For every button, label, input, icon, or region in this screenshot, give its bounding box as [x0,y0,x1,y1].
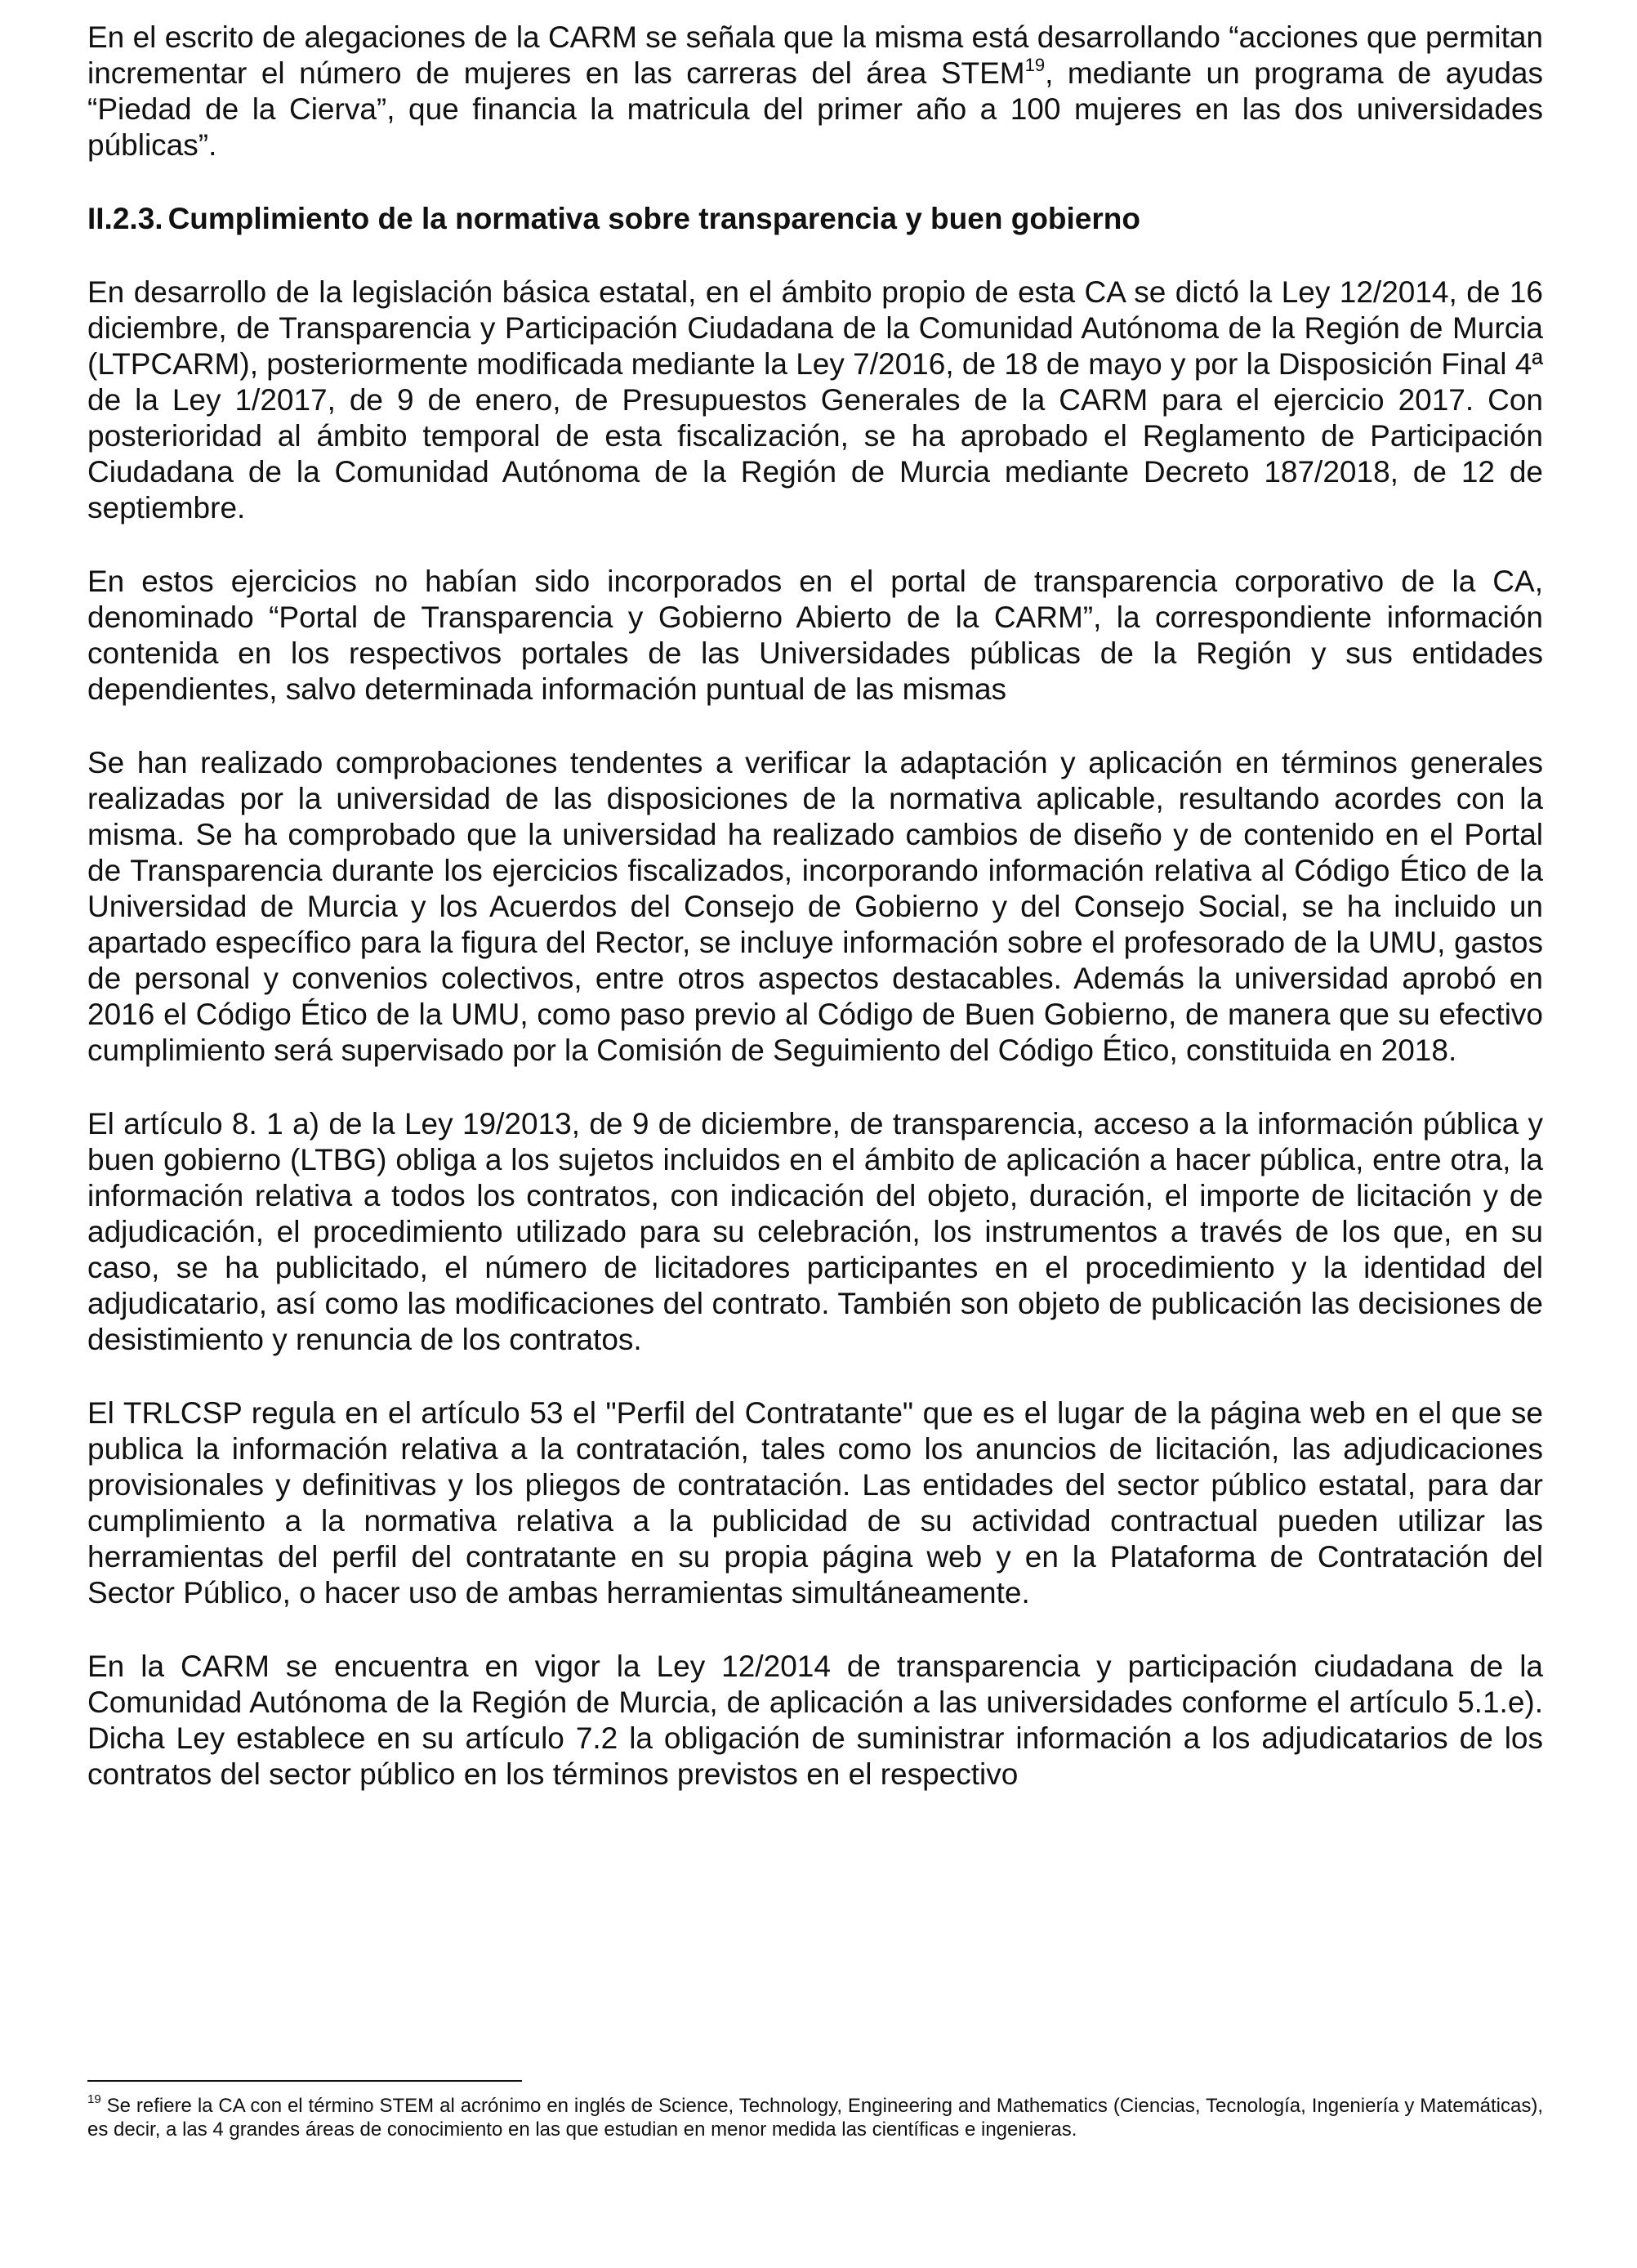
section-heading [87,201,1543,237]
paragraph-text: , mediante un programa de ayudas “Piedad de la Cierva”, que financia la matricula del primer año a 100 mujeres en las dos universidades públicas”. [87,56,1543,162]
paragraph-portal-transparencia: En estos ejercicios no habían sido incorporados en el portal de transparencia corporativo de la CA, denominado “Portal de Transparencia y Gobierno Abierto de la CARM”, la correspondiente información contenida en los respectivos portales de las Universidades públicas de la Región y sus entidades dependientes, salvo determinada información puntual de las mismas [87,565,1543,706]
footnote-separator [87,2080,522,2082]
section-number: II.2.3. [87,202,163,235]
paragraph-articulo-8: El artículo 8. 1 a) de la Ley 19/2013, de 9 de diciembre, de transparencia, acceso a la información pública y buen gobierno (LTBG) obliga a los sujetos incluidos en el ámbito de aplicación a hacer pública, entre otra, la información relativa a todos los contratos, con indicación del objeto, duración, el importe de licitación y de adjudicación, el procedimiento utilizado para su celebración, los instrumentos a través de los que, en su caso, se ha publicitado, el número de licitadores participantes en el procedimiento y la identidad del adjudicatario, así como las modificaciones del contrato. También son objeto de publicación las decisiones de desistimiento y renuncia de los contratos. [87,1107,1543,1356]
document-body [87,20,1543,1830]
footnote-reference[interactable]: 19 [1024,54,1046,75]
paragraph-ley-12-2014: En la CARM se encuentra en vigor la Ley 12/2014 de transparencia y participación ciudadana de la Comunidad Autónoma de la Región de Murcia, de aplicación a las universidades conforme el artículo 5.1.e). Dicha Ley establece en su artículo 7.2 la obligación de suministrar información a los adjudicatarios de los contratos del sector público en los términos previstos en el respectivo [87,1650,1543,1791]
paragraph-legislacion: En desarrollo de la legislación básica estatal, en el ámbito propio de esta CA se dictó la Ley 12/2014, de 16 diciembre, de Transparencia y Participación Ciudadana de la Comunidad Autónoma de la Región de Murcia (LTPCARM), posteriormente modificada mediante la Ley 7/2016, de 18 de mayo y por la Disposición Final 4ª de la Ley 1/2017, de 9 de enero, de Presupuestos Generales de la CARM para el ejercicio 2017. Con posterioridad al ámbito temporal de esta fiscalización, se ha aprobado el Reglamento de Participación Ciudadana de la Comunidad Autónoma de la Región de Murcia mediante Decreto 187/2018, de 12 de septiembre. [87,275,1543,525]
footnote [87,2094,1543,2141]
paragraph-text: En el escrito de alegaciones de la CARM se señala que la misma está desarrollando “acciones que permitan incrementar el número de mujeres en las carreras del área STEM [87,20,1543,90]
paragraph-perfil-contratante: El TRLCSP regula en el artículo 53 el "Perfil del Contratante" que es el lugar de la página web en el que se publica la información relativa a la contratación, tales como los anuncios de licitación, las adjudicaciones provisionales y definitivas y los pliegos de contratación. Las entidades del sector público estatal, para dar cumplimiento a la normativa relativa a la publicidad de su actividad contractual pueden utilizar las herramientas del perfil del contratante en su propia página web y en la Plataforma de Contratación del Sector Público, o hacer uso de ambas herramientas simultáneamente. [87,1396,1543,1609]
footnote-text: Se refiere la CA con el término STEM al acrónimo en inglés de Science, Technology, Engineering and Mathematics (Ciencias, Tecnología, Ingeniería y Matemáticas), es decir, a las 4 grandes áreas de conocimiento en las que estudian en menor medida las científicas e ingenieras. [87,2095,1543,2141]
paragraph-alegaciones [87,20,1543,163]
section-title: Cumplimiento de la normativa sobre transparencia y buen gobierno [167,202,1140,235]
footnote-number: 19 [87,2092,101,2106]
paragraph-comprobaciones: Se han realizado comprobaciones tendentes a verificar la adaptación y aplicación en términos generales realizadas por la universidad de las disposiciones de la normativa aplicable, resultando acordes con la misma. Se ha comprobado que la universidad ha realizado cambios de diseño y de contenido en el Portal de Transparencia durante los ejercicios fiscalizados, incorporando información relativa al Código Ético de la Universidad de Murcia y los Acuerdos del Consejo de Gobierno y del Consejo Social, se ha incluido un apartado específico para la figura del Rector, se incluye información sobre el profesorado de la UMU, gastos de personal y convenios colectivos, entre otros aspectos destacables. Además la universidad aprobó en 2016 el Código Ético de la UMU, como paso previo al Código de Buen Gobierno, de manera que su efectivo cumplimiento será supervisado por la Comisión de Seguimiento del Código Ético, constituida en 2018. [87,746,1543,1067]
